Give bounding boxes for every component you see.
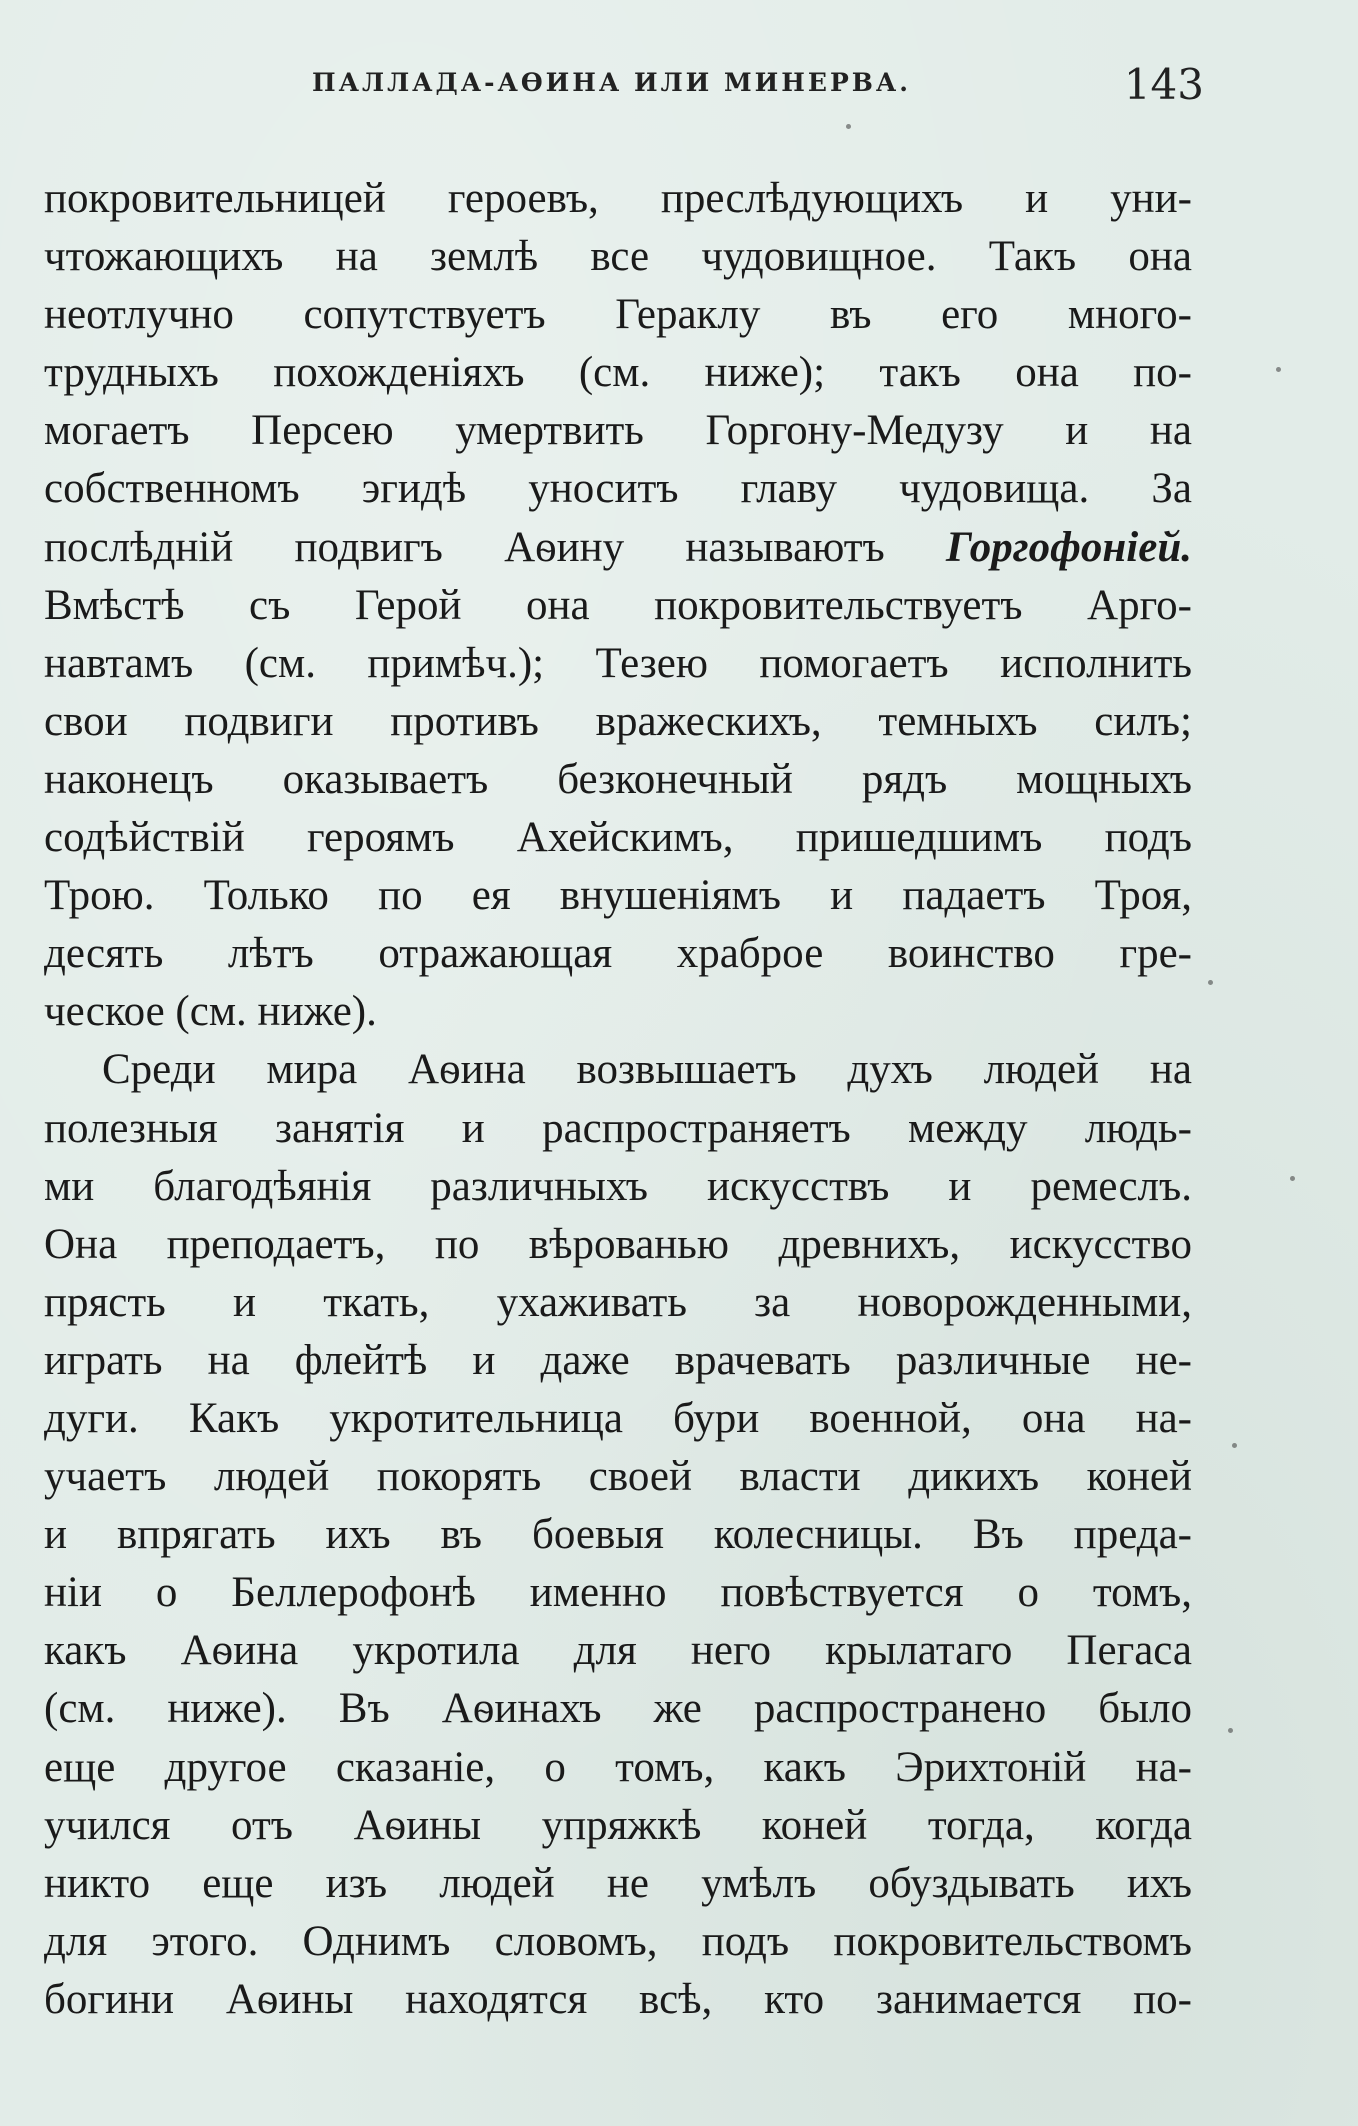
text-line: собственномъ эгидѣ уноситъ главу чудовища. За [44, 465, 1192, 513]
text-line: никто еще изъ людей не умѣлъ обуздывать ихъ [44, 1859, 1192, 1907]
running-head: ПАЛЛАДА-АѲИНА ИЛИ МИНЕРВА. [312, 68, 911, 97]
text-line: Трою. Только по ея внушеніямъ и падаетъ Троя, [44, 872, 1192, 920]
text-line: Она преподаетъ, по вѣрованью древнихъ, искусство [44, 1220, 1192, 1268]
text-line: покровительницей героевъ, преслѣдующихъ и уни- [44, 175, 1192, 222]
text-line: богини Аѳины находятся всѣ, кто занимается по- [44, 1975, 1192, 2023]
emphasized-term: Горгофоніей. [946, 523, 1193, 571]
print-speck [1290, 1176, 1295, 1181]
text-line: Среди мира Аѳина возвышаетъ духъ людей на [102, 1046, 1192, 1094]
text-line: какъ Аѳина укротила для него крылатаго Пегаса [44, 1627, 1192, 1675]
print-speck [1208, 980, 1213, 985]
text-line: чтожающихъ на землѣ все чудовищное. Такъ она [44, 233, 1192, 281]
text-line: ми благодѣянія различныхъ искусствъ и ремеслъ. [44, 1162, 1192, 1210]
text-line: полезныя занятія и распространяетъ между людь- [44, 1104, 1192, 1152]
print-speck [1228, 1728, 1233, 1733]
text-line: и впрягать ихъ въ боевыя колесницы. Въ преда- [44, 1511, 1192, 1559]
text-line: для этого. Однимъ словомъ, подъ покровительствомъ [44, 1917, 1192, 1965]
text-line: (см. ниже). Въ Аѳинахъ же распространено было [44, 1685, 1192, 1733]
text-line: свои подвиги противъ вражескихъ, темныхъ силъ; [44, 697, 1192, 745]
body-text [44, 170, 1192, 2029]
text-line: наконецъ оказываетъ безконечный рядъ мощныхъ [44, 755, 1192, 803]
text-line: дуги. Какъ укротительница бури военной, она на- [44, 1394, 1192, 1442]
paragraph-1 [44, 170, 1192, 1041]
text-line-with-emphasis [44, 519, 1192, 577]
text-line: десять лѣтъ отражающая храброе воинство гре- [44, 930, 1192, 978]
text-line: ніи о Беллерофонѣ именно повѣствуется о томъ, [44, 1569, 1192, 1617]
text-line: прясть и ткать, ухаживать за новорожденными, [44, 1278, 1192, 1326]
text-line: Вмѣстѣ съ Герой она покровительствуетъ Арго- [44, 581, 1192, 629]
print-speck [1276, 367, 1281, 372]
text-line: учаетъ людей покорять своей власти дикихъ коней [44, 1453, 1192, 1501]
text-line: играть на флейтѣ и даже врачевать различные не- [44, 1336, 1192, 1384]
text-line: содѣйствій героямъ Ахейскимъ, пришедшимъ подъ [44, 814, 1192, 862]
text-line: навтамъ (см. примѣч.); Тезею помогаетъ исполнить [44, 639, 1192, 687]
text-line: могаетъ Персею умертвить Горгону-Медузу и на [44, 407, 1192, 455]
page-number: 143 [1123, 60, 1204, 109]
text-line: ческое (см. ниже). [44, 988, 377, 1036]
text-line-part: послѣдній подвигъ Аѳину называютъ [44, 523, 885, 571]
text-line: неотлучно сопутствуетъ Гераклу въ его много- [44, 291, 1192, 339]
text-line: трудныхъ похожденіяхъ (см. ниже); такъ она по- [44, 349, 1192, 397]
text-line: учился отъ Аѳины упряжкѣ коней тогда, когда [44, 1801, 1192, 1849]
text-line: еще другое сказаніе, о томъ, какъ Эрихтоній на- [44, 1743, 1192, 1791]
print-speck [846, 124, 851, 129]
print-speck [1232, 1443, 1237, 1448]
paragraph-2 [44, 1041, 1192, 2029]
